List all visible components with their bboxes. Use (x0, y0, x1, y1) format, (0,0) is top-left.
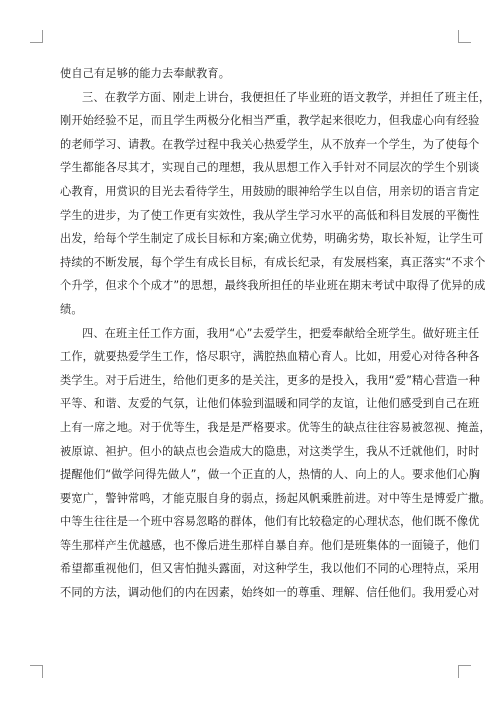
text-line: 使自己有足够的能力去奉献教育。 (60, 67, 231, 80)
text-line: 四、在班主任工作方面，我用“心”去爱学生，把爱奉献给全班学生。做好班主任 (82, 326, 480, 340)
text-line: 出发，给每个学生制定了成长目标和方案;确立优势，明确劣势，取长补短，让学生可 (60, 232, 484, 246)
crop-mark-top-left (30, 30, 43, 43)
text-line: 希望都重视他们，但又害怕抛头露面，对这种学生，我以他们不同的心理特点，采用 (60, 562, 480, 576)
text-line: 类学生。对于后进生，给他们更多的是关注，更多的是投入，我用“爱”精心营造一种 (60, 373, 481, 387)
crop-mark-bottom-right (458, 665, 471, 678)
text-line: 学生的进步，为了使工作更有实效性，我从学生学习水平的高低和科目发展的平衡性 (60, 208, 480, 222)
text-line: 上有一席之地。对于优等生，我是是严格要求。优等生的缺点往往容易被忽视、掩盖， (60, 420, 491, 434)
text-line: 的老师学习、请教。在教学过程中我关心热爱学生，从不放弃一个学生，为了使每个 (60, 137, 480, 151)
text-line: 三、在教学方面、刚走上讲台，我便担任了毕业班的语文教学，并担任了班主任， (82, 90, 491, 104)
document-body (60, 62, 491, 605)
crop-mark-top-right (458, 30, 471, 43)
text-line: 心教育，用赏识的目光去看待学生，用鼓励的眼神给学生以自信，用亲切的语言肯定 (60, 184, 480, 198)
text-line: 绩。 (60, 302, 83, 316)
text-line: 提醒他们“做学问得先做人”，做一个正直的人，热情的人、向上的人。要求他们心胸 (60, 468, 481, 482)
text-line: 被原谅、袒护。但小的缺点也会造成大的隐患，对这类学生，我从不迁就他们，时时 (60, 444, 480, 458)
text-line: 刚开始经验不足，而且学生两极分化相当严重，教学起来很吃力，但我虚心向有经验 (60, 114, 480, 128)
text-line: 工作，就要热爱学生工作，恪尽职守，满腔热血精心育人。比如，用爱心对待各种各 (60, 350, 480, 364)
text-line: 等生那样产生优越感，也不像后进生那样自暴自弃。他们是班集体的一面镜子，他们 (60, 538, 480, 552)
text-line: 要宽广，警钟常鸣，才能克服自身的弱点，扬起风帆乘胜前进。对中等生是博爱广撒。 (60, 491, 491, 505)
text-line: 学生都能各尽其才，实现自己的理想，我从思想工作入手针对不同层次的学生个别谈 (60, 161, 480, 175)
text-line: 不同的方法，调动他们的内在因素，始终如一的尊重、理解、信任他们。我用爱心对 (60, 586, 480, 600)
text-line: 平等、和谐、友爱的气氛，让他们体验到温暖和同学的友谊，让他们感受到自己在班 (60, 397, 480, 411)
text-line: 中等生往往是一个班中容易忽略的群体，他们有比较稳定的心理状态，他们既不像优 (60, 515, 480, 529)
crop-mark-bottom-left (30, 665, 43, 678)
text-line: 个升学，但求个个成才”的思想，最终我所担任的毕业班在期末考试中取得了优异的成 (60, 279, 486, 293)
text-line: 持续的不断发展，每个学生有成长目标，有成长纪录，有发展档案，真正落实“不求个 (60, 255, 486, 269)
